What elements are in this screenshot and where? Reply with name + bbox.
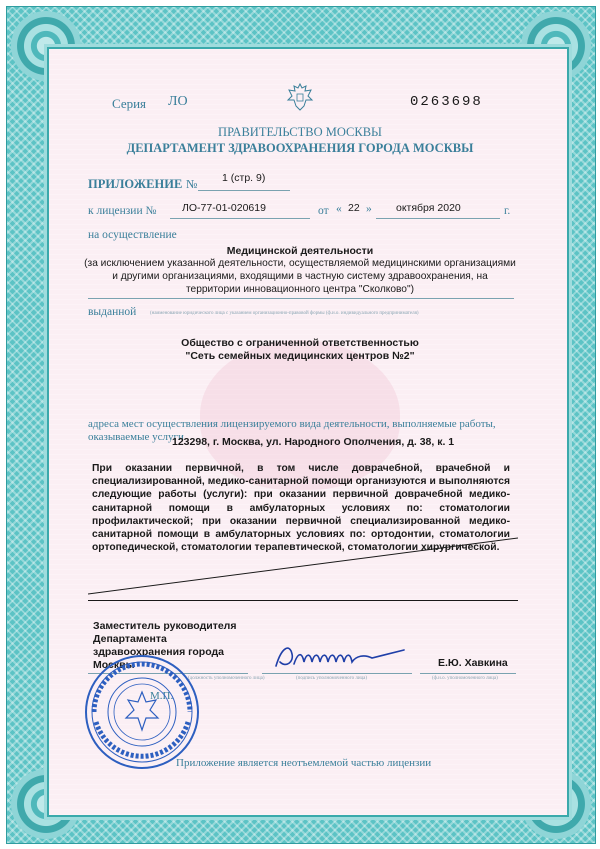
empty-space-strike-line	[88, 536, 518, 596]
activity-line-2: и другими организациями, входящими в частную систему здравоохранения, на	[112, 271, 488, 282]
license-number-underline	[170, 218, 310, 219]
license-date-underline	[376, 218, 500, 219]
license-month-year: октября 2020	[396, 202, 461, 214]
name-underline	[420, 673, 516, 674]
government-heading: ПРАВИТЕЛЬСТВО МОСКВЫ	[218, 125, 382, 139]
address-label-line-2: оказываемые услуги	[88, 431, 184, 443]
signatory-position-line-2: Департамента	[93, 633, 167, 645]
services-description: При оказании первичной, в том числе доврачебной, врачебной и специализированной, медико-санитарной помощи организуются и выполняются следующие работы (услуги): при оказании первичной доврачебной медико-санитарной помощи в амбулаторных условиях по: стоматологии профилактической; при оказании первичной специализированной медико-санитарной помощи в амбулаторных условиях по: ортодонтии, стоматологии ортопедической, стоматологии терапевтической, стоматологии хирургической.	[92, 463, 510, 554]
closing-line	[88, 600, 518, 601]
activity-title: Медицинской деятельности	[226, 245, 374, 257]
signatory-position-line-3: здравоохранения города	[93, 646, 224, 658]
form-number: 0263698	[410, 94, 483, 110]
coat-of-arms-icon	[286, 82, 314, 112]
handwritten-signature	[272, 640, 412, 674]
appendix-value: 1 (стр. 9)	[222, 172, 266, 184]
signatory-position-line-1: Заместитель руководителя	[93, 620, 237, 632]
series-label: Серия	[112, 96, 147, 111]
signature-caption: (подпись уполномоченного лица)	[296, 676, 368, 681]
organization-line-1: Общество с ограниченной ответственностью	[181, 337, 419, 349]
official-seal-stamp	[82, 652, 202, 772]
license-year-suffix: г.	[504, 205, 511, 217]
department-heading: ДЕПАРТАМЕНТ ЗДРАВООХРАНЕНИЯ ГОРОДА МОСКВЫ	[126, 141, 474, 155]
quote-open: «	[336, 203, 342, 215]
license-number: ЛО-77-01-020619	[182, 202, 266, 214]
license-label: к лицензии №	[88, 205, 157, 217]
appendix-number-sign: №	[186, 177, 198, 191]
activity-line-3: территории инновационного центра "Сколково")	[186, 284, 414, 295]
organization-line-2: "Сеть семейных медицинских центров №2"	[185, 350, 415, 362]
signatory-name: Е.Ю. Хавкина	[438, 657, 508, 669]
activity-underline	[88, 298, 514, 299]
series-value: ЛО	[168, 94, 188, 109]
name-caption: (ф.и.о. уполномоченного лица)	[432, 676, 498, 681]
mp-label: М.П.	[150, 690, 174, 702]
appendix-label: ПРИЛОЖЕНИЕ	[88, 177, 183, 191]
license-day: 22	[348, 202, 360, 214]
appendix-underline	[198, 190, 290, 191]
address-value: 123298, г. Москва, ул. Народного Ополчения, д. 38, к. 1	[172, 436, 455, 448]
activity-label: на осуществление	[88, 229, 177, 241]
signatory-position-line-4: Москвы	[93, 659, 135, 671]
signature-underline	[262, 673, 412, 674]
position-caption: (должность уполномоченного лица)	[188, 676, 265, 681]
license-from-label: от	[318, 205, 329, 217]
activity-line-1: (за исключением указанной деятельности, осуществляемой медицинскими организациями	[84, 258, 516, 269]
issued-caption: (наименование юридического лица с указанием организационно-правовой формы (ф.и.о. индивидуального предпринимателя)	[150, 311, 419, 316]
quote-close: »	[366, 203, 372, 215]
issued-label: выданной	[88, 306, 137, 318]
address-label-line-1: адреса мест осуществления лицензируемого вида деятельности, выполняемые работы,	[88, 418, 496, 430]
footer-note: Приложение является неотъемлемой частью лицензии	[176, 757, 432, 769]
